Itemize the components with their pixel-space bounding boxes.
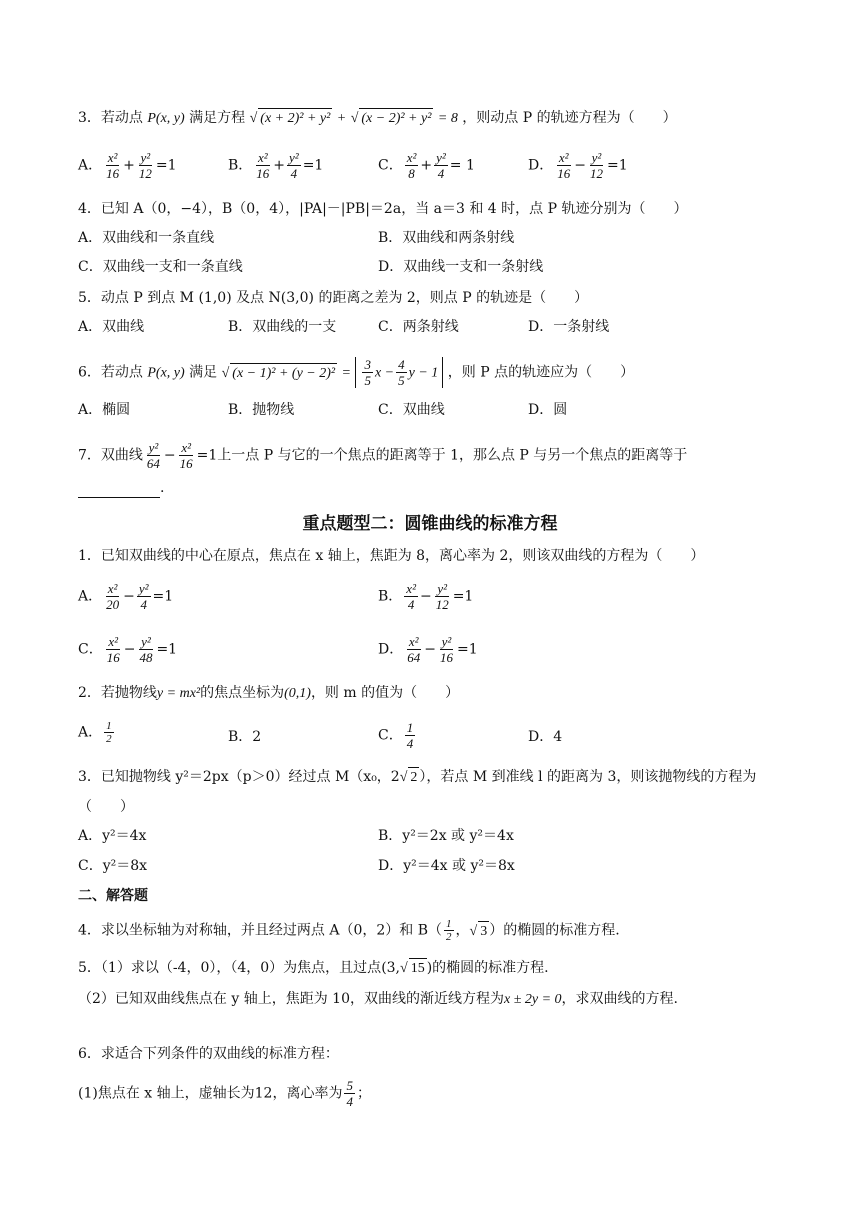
q5-option-d: D．一条射线 bbox=[528, 319, 610, 335]
question-2b-stem: 2．若抛物线y = mx²的焦点坐标为(0,1)，则 m 的值为（ ） bbox=[78, 685, 460, 701]
q3b-answer-paren: （ ） bbox=[78, 799, 134, 815]
question-3b-stem: 3．已知抛物线 y²＝2px（p＞0）经过点 M（x₀，2√ 2 ），若点 M 到准线 l 的距离为 3，则该抛物线的方程为 bbox=[78, 767, 756, 788]
q3b-option-b: B．y²＝2x 或 y²＝4x bbox=[378, 828, 514, 844]
q5-option-b: B．双曲线的一支 bbox=[228, 319, 337, 335]
q3-stem-post: ，则动点 P 的轨迹方程为（ ） bbox=[462, 110, 677, 126]
q6-radicand: (x − 1)² + (y − 2)² bbox=[230, 363, 337, 384]
question-3-stem: 3．若动点 P(x, y) 满足方程 √ (x + 2)² + y² + √ (x − 2)² + y² = 8 ，则动点 P 的轨迹方程为（ ） bbox=[78, 108, 677, 129]
q3-radical-2: √ (x − 2)² + y² bbox=[351, 111, 434, 126]
q6-option-b: B．抛物线 bbox=[228, 402, 295, 418]
q5-option-a: A．双曲线 bbox=[78, 319, 145, 335]
section-2-heading: 二、解答题 bbox=[78, 888, 148, 904]
q4-option-b: B．双曲线和两条射线 bbox=[378, 230, 515, 246]
q3b-option-c: C．y²＝8x bbox=[78, 858, 148, 874]
q3-stem-pre: 3．若动点 bbox=[78, 110, 143, 126]
q4-option-d: D．双曲线一支和一条射线 bbox=[378, 259, 544, 275]
q2b-option-d: D．4 bbox=[528, 729, 563, 745]
q3-option-b: B． $\frac{\text{x²}}{16}$ + $\frac{\text{y²}}{4}$ =1 bbox=[228, 150, 324, 181]
question-1b-stem: 1．已知双曲线的中心在原点，焦点在 x 轴上，焦距为 8，离心率为 2，则该双曲线的方程为（ ） bbox=[78, 548, 705, 564]
q3b-option-a: A．y²＝4x bbox=[78, 828, 147, 844]
q3-option-c: C． $\frac{\text{x²}}{8}$ + $\frac{\text{y²}}{4}$ = 1 bbox=[378, 150, 475, 181]
q6-option-d: D．圆 bbox=[528, 402, 568, 418]
q3-option-d: D． $\frac{\text{x²}}{16}$ − $\frac{\text{y²}}{12}$ =1 bbox=[528, 150, 628, 181]
q7-answer-blank: . bbox=[78, 478, 164, 498]
q2b-option-a: A． $\frac{1}{2}$ bbox=[78, 720, 112, 745]
q3-radicand-1: (x + 2)² + y² bbox=[258, 108, 332, 129]
question-4c-stem: 4．求以坐标轴为对称轴，并且经过两点 A（0，2）和 B（ $\frac{1}{2}$ ，√ 3 ）的椭圆的标准方程. bbox=[78, 918, 620, 943]
question-5-stem: 5．动点 P 到点 M (1,0) 及点 N(3,0) 的距离之差为 2，则点 P 的轨迹是（ ） bbox=[78, 290, 589, 306]
section-title: 重点题型二：圆锥曲线的标准方程 bbox=[302, 514, 558, 534]
q2b-option-c: C． $\frac{1}{4}$ bbox=[378, 720, 414, 751]
question-4-stem: 4．已知 A（0，−4），B（0，4），|PA|－|PB|＝2a，当 a＝3 和 4 时，点 P 轨迹分别为（ ） bbox=[78, 201, 688, 217]
q2b-option-b: B．2 bbox=[228, 729, 262, 745]
question-5c-line-1: 5．（1）求以（-4，0），（4，0）为焦点，且过点(3,√ 15 )的椭圆的标准方程. bbox=[78, 958, 549, 979]
q5-option-c: C．两条射线 bbox=[378, 319, 459, 335]
q3-point: P(x, y) bbox=[147, 111, 185, 126]
q1b-option-c: C． $\frac{\text{x²}}{16}$ − $\frac{\text{y²}}{48}$ =1 bbox=[78, 634, 178, 665]
q1b-option-a: A． $\frac{\text{x²}}{20}$ − $\frac{\text{y²}}{4}$ =1 bbox=[78, 581, 174, 612]
q1b-option-d: D． $\frac{\text{x²}}{64}$ − $\frac{\text{y²}}{16}$ =1 bbox=[378, 634, 478, 665]
question-5c-line-2: （2）已知双曲线焦点在 y 轴上，焦距为 10，双曲线的渐近线方程为x ± 2y = 0，求双曲线的方程. bbox=[78, 991, 678, 1007]
question-6c-sub-1: (1)焦点在 x 轴上，虚轴长为12，离心率为 $\frac{5}{4}$ ； bbox=[78, 1078, 371, 1109]
question-6-stem: 6．若动点 P(x, y) 满足 √ (x − 1)² + (y − 2)² = $\frac{3}{5}$ x − $\frac{4}{5}$ y − 1 ，则 P 点的轨迹应为（ ） bbox=[78, 357, 635, 388]
q1b-option-b: B． $\frac{\text{x²}}{4}$ − $\frac{\text{y²}}{12}$ =1 bbox=[378, 581, 474, 612]
q6-absolute-value: $\frac{3}{5}$ x − $\frac{4}{5}$ y − 1 bbox=[355, 357, 443, 388]
question-6c-stem: 6．求适合下列条件的双曲线的标准方程： bbox=[78, 1046, 339, 1062]
q4-option-c: C．双曲线一支和一条直线 bbox=[78, 259, 243, 275]
q3-eq-rhs: = 8 bbox=[437, 111, 458, 126]
q3-option-a: A． $\frac{\text{x²}}{16}$ + $\frac{\text{y²}}{12}$ =1 bbox=[78, 150, 177, 181]
q6-option-c: C．双曲线 bbox=[378, 402, 445, 418]
q6-option-a: A．椭圆 bbox=[78, 402, 131, 418]
q4-option-a: A．双曲线和一条直线 bbox=[78, 230, 215, 246]
question-7-stem: 7．双曲线 $\frac{\text{y²}}{64}$ − $\frac{\text{x²}}{16}$ =1上一点 P 与它的一个焦点的距离等于 1，那么点 P 与另一个焦点的距离等于 bbox=[78, 440, 688, 471]
q3-stem-mid: 满足方程 bbox=[189, 110, 246, 126]
q3b-option-d: D．y²＝4x 或 y²＝8x bbox=[378, 858, 515, 874]
q3-radical-1: √ (x + 2)² + y² bbox=[250, 111, 333, 126]
q3-radicand-2: (x − 2)² + y² bbox=[359, 108, 433, 129]
